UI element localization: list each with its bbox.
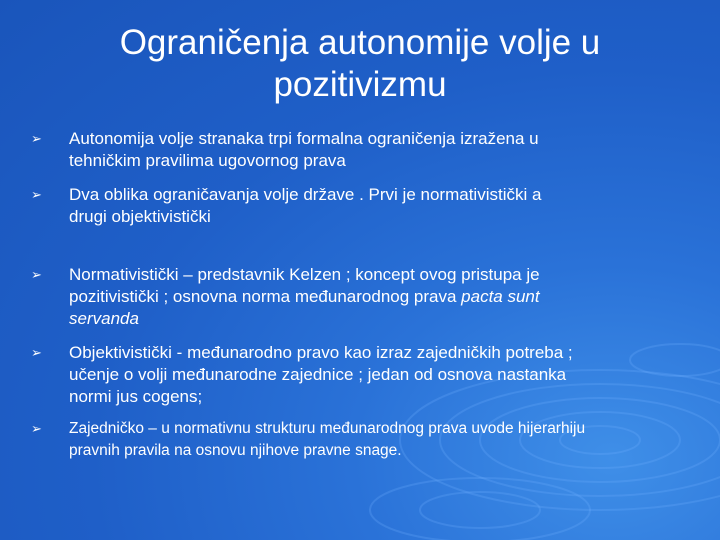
bullet-1-line-1: Autonomija volje stranaka trpi formalna ograničenja izražena u [69, 129, 539, 148]
title-line-2: pozitivizmu [273, 65, 447, 104]
title-line-1: Ograničenja autonomije volje u [119, 23, 601, 62]
arrow-bullet-icon: ➢ [31, 187, 42, 202]
arrow-bullet-icon: ➢ [31, 345, 42, 360]
bullet-4-line-1: Objektivistički - međunarodno pravo kao izraz zajedničkih potreba ; [69, 343, 573, 362]
bullet-3-line-2-text: pozitivistički ; osnovna norma međunarodnog prava [69, 287, 462, 306]
bullet-5-line-2: pravnih pravila na osnovu njihove pravne snage. [69, 442, 402, 459]
bullet-2-line-1: Dva oblika ograničavanja volje države . Prvi je normativistički a [69, 185, 542, 204]
bullet-4-line-3: normi jus cogens; [69, 387, 203, 406]
arrow-bullet-icon: ➢ [31, 131, 42, 146]
bullet-5-line-1: Zajedničko – u normativnu strukturu međunarodnog prava uvode hijerarhiju [69, 420, 586, 437]
arrow-bullet-icon: ➢ [31, 267, 42, 282]
bullet-1-line-2: tehničkim pravilima ugovornog prava [69, 151, 346, 170]
arrow-bullet-icon: ➢ [31, 421, 42, 436]
bullet-3-line-2 [69, 286, 691, 308]
bullet-3-line-1: Normativistički – predstavnik Kelzen ; koncept ovog pristupa je [69, 265, 540, 284]
bullet-4-line-2: učenje o volji međunarodne zajednice ; jedan od osnova nastanka [69, 365, 567, 384]
bullet-2-line-2: drugi objektivistički [69, 207, 211, 226]
pacta-sunt-italic: pacta sunt [461, 287, 540, 306]
bullet-3-line-3: servanda [69, 309, 139, 328]
